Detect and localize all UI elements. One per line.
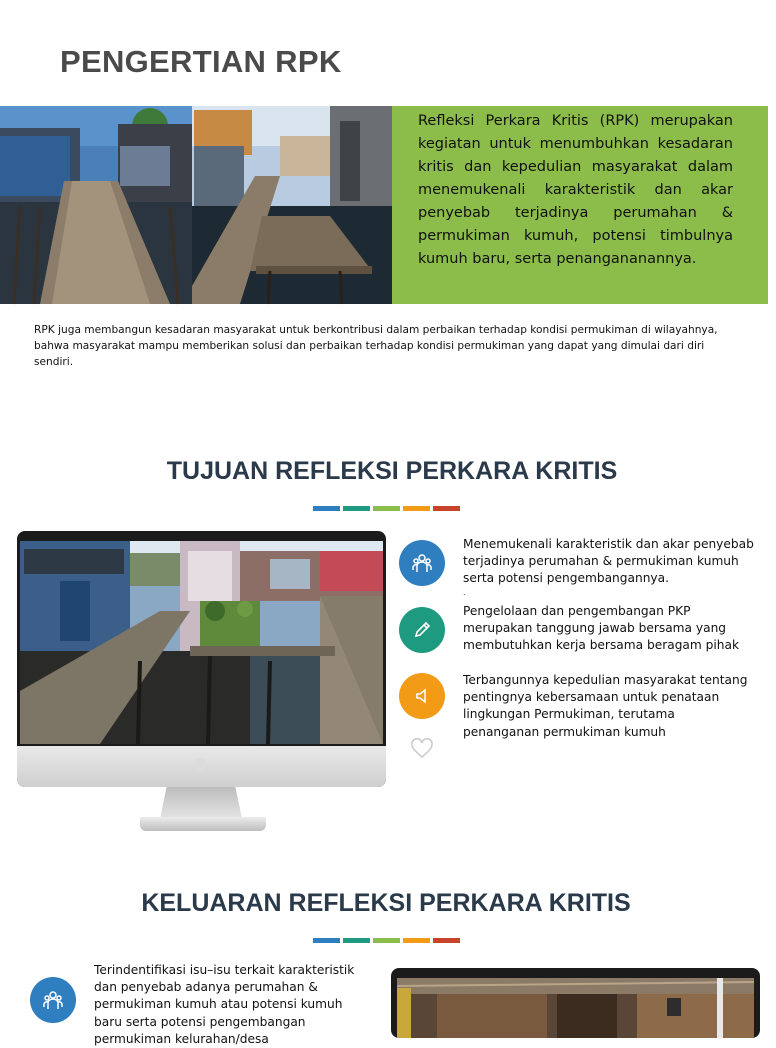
section-divider	[313, 506, 460, 511]
tujuan-item-3: Terbangunnya kepedulian masyarakat tentang pentingnya kebersamaan untuk penataan lingkungan Permukiman, terutama penanganan permukiman kumuh	[463, 673, 748, 739]
interior-photo	[397, 978, 754, 1038]
definition-text: Refleksi Perkara Kritis (RPK) merupakan kegiatan untuk menumbuhkan kesadaran kritis dan kepedulian masyarakat dalam menemukenali karakteristik dan akar penyebab terjadinya perumahan & permukiman kumuh, potensi timbulnya kumuh baru, serta penangananannya.	[418, 113, 733, 267]
monitor-photo	[20, 541, 383, 744]
definition-panel	[392, 106, 768, 304]
section-divider	[313, 938, 460, 943]
section-title-tujuan: TUJUAN REFLEKSI PERKARA KRITIS	[166, 457, 618, 485]
speaker-icon	[399, 673, 445, 719]
section-title-keluaran: KELUARAN REFLEKSI PERKARA KRITIS	[141, 889, 631, 917]
apple-logo-icon	[195, 758, 207, 772]
monitor-frame	[391, 968, 760, 1038]
pencil-icon	[399, 607, 445, 653]
people-icon	[30, 977, 76, 1023]
page-title: PENGERTIAN RPK	[60, 44, 342, 79]
keluaran-item-1: Terindentifikasi isu–isu terkait karakteristik dan penyebab adanya perumahan & permukiman kumuh atau potensi kumuh baru serta potensi pengembangan permukiman kelurahan/desa	[94, 963, 355, 1046]
heart-icon	[411, 739, 433, 763]
monitor-base	[140, 817, 266, 831]
tujuan-item-1: Menemukenali karakteristik dan akar penyebab terjadinya perumahan & permukiman kumuh serta potensi pengembangannya.	[463, 537, 754, 586]
people-icon	[399, 540, 445, 586]
monitor-frame	[17, 531, 386, 787]
settlement-photo	[0, 106, 392, 304]
bullet-dot: .	[463, 588, 466, 597]
monitor-stand	[160, 787, 242, 819]
monitor-chin	[17, 746, 386, 787]
tujuan-item-2: Pengelolaan dan pengembangan PKP merupakan tanggung jawab bersama yang membutuhkan kerja bersama beragam pihak	[463, 604, 740, 653]
intro-paragraph: RPK juga membangun kesadaran masyarakat untuk berkontribusi dalam perbaikan terhadap kondisi permukiman di wilayahnya, bahwa masyarakat mampu memberikan solusi dan perbaikan terhadap kondisi permukiman yang dapat yang dimulai dari diri sendiri.	[34, 324, 718, 368]
